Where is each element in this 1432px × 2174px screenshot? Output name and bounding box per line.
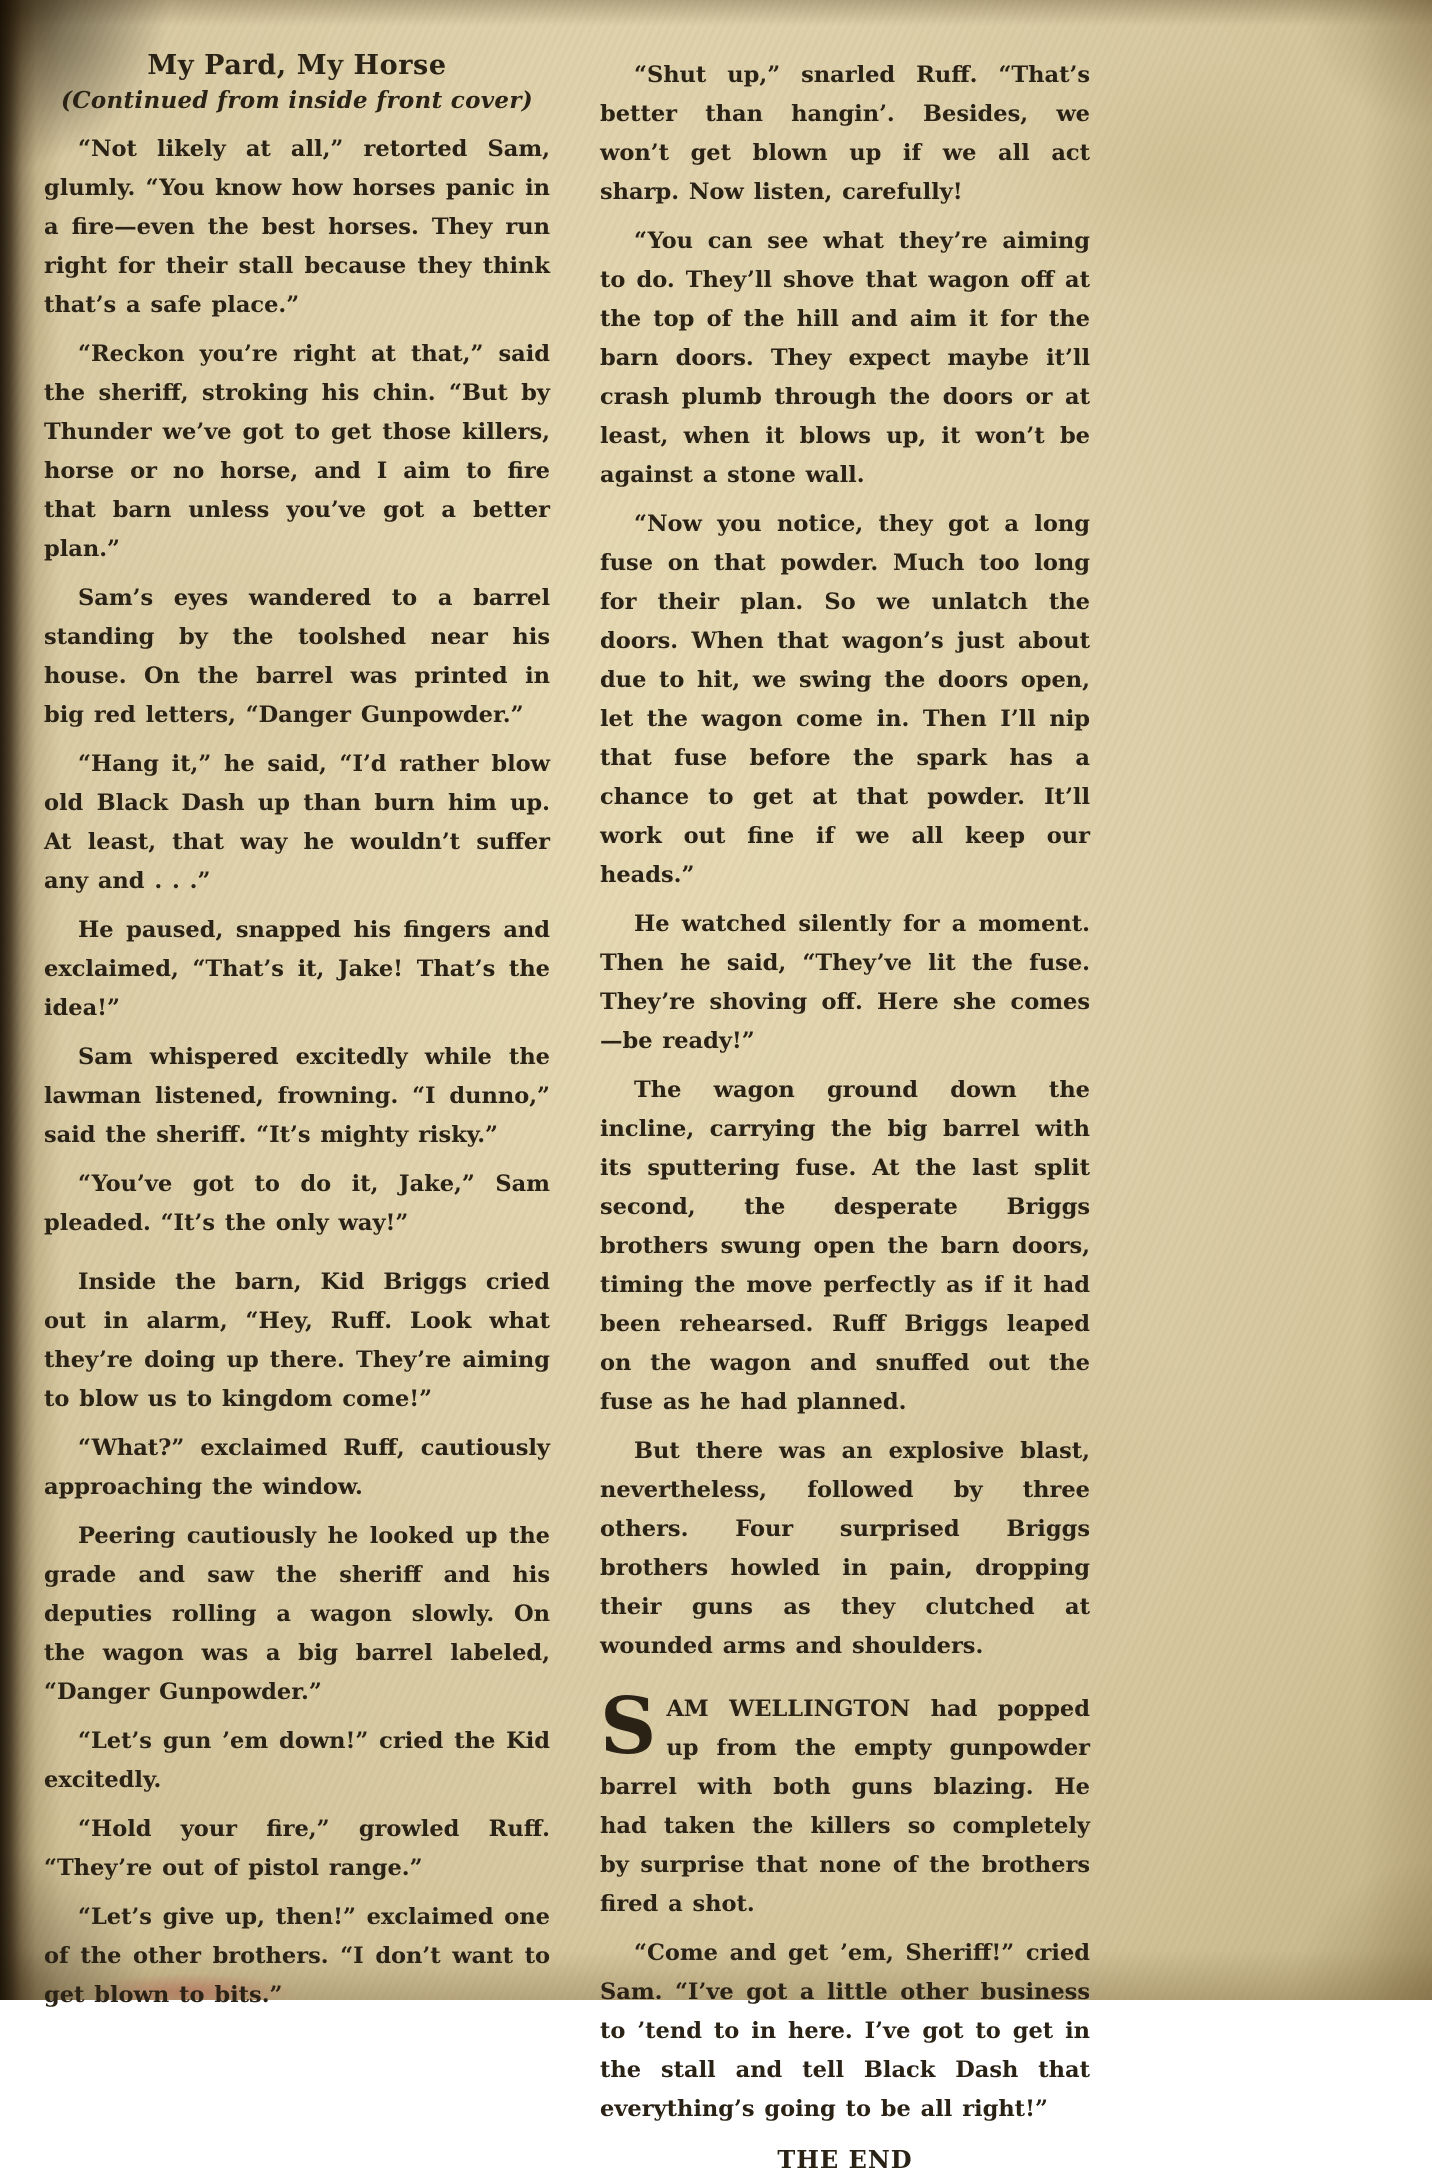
- story-title: My Pard, My Horse: [147, 50, 447, 81]
- paragraph: But there was an explosive blast, nevertheless, followed by three others. Four surprised Briggs brothers howled in pain, dropping their guns as they clutched at wounded arms and shoulders.: [600, 1438, 1090, 1659]
- paragraph: “You’ve got to do it, Jake,” Sam pleaded. “It’s the only way!”: [44, 1171, 550, 1236]
- paragraph: Peering cautiously he looked up the grade and saw the sheriff and his deputies rolling a wagon slowly. On the wagon was a big barrel labeled, “Danger Gunpowder.”: [44, 1523, 550, 1705]
- left-column: [44, 50, 550, 2174]
- paragraph: “Let’s give up, then!” exclaimed one of the other brothers. “I don’t want to get blown to bits.”: [44, 1904, 550, 2008]
- paragraph: Inside the barn, Kid Briggs cried out in alarm, “Hey, Ruff. Look what they’re doing up there. They’re aiming to blow us to kingdom come!”: [44, 1269, 550, 1412]
- two-column-layout: [42, 50, 1432, 2174]
- paragraph: “Hang it,” he said, “I’d rather blow old Black Dash up than burn him up. At least, that way he wouldn’t suffer any and . . .”: [44, 751, 550, 894]
- paragraph: “Now you notice, they got a long fuse on that powder. Much too long for their plan. So we unlatch the doors. When that wagon’s just about due to hit, we swing the doors open, let the wagon come in. Then I’ll nip that fuse before the spark has a chance to get at that powder. It’ll work out fine if we all keep our heads.”: [600, 511, 1090, 888]
- paragraph: “Not likely at all,” retorted Sam, glumly. “You know how horses panic in a fire—even the best horses. They run right for their stall because they think that’s a safe place.”: [44, 136, 550, 318]
- paragraph: “Let’s gun ’em down!” cried the Kid excitedly.: [44, 1728, 550, 1793]
- the-end-label: THE END: [777, 2145, 913, 2174]
- paragraph: “Reckon you’re right at that,” said the sheriff, stroking his chin. “But by Thunder we’ve got to get those killers, horse or no horse, and I aim to fire that barn unless you’ve got a better plan.”: [44, 341, 550, 562]
- paragraph: Sam whispered excitedly while the lawman listened, frowning. “I dunno,” said the sheriff. “It’s mighty risky.”: [44, 1044, 550, 1148]
- paragraph: “You can see what they’re aiming to do. They’ll shove that wagon off at the top of the hill and aim it for the barn doors. They expect maybe it’ll crash plumb through the doors or at least, when it blows up, it won’t be against a stone wall.: [600, 228, 1090, 488]
- paragraph: “What?” exclaimed Ruff, cautiously approaching the window.: [44, 1435, 550, 1500]
- paragraph-with-dropcap: [600, 1681, 1090, 1924]
- lead-in-caps: AM WELLINGTON: [666, 1696, 911, 1722]
- continued-from-note: (Continued from inside front cover): [61, 87, 533, 114]
- paragraph: “Hold your fire,” growled Ruff. “They’re out of pistol range.”: [44, 1816, 550, 1881]
- paragraph: He paused, snapped his fingers and exclaimed, “That’s it, Jake! That’s the idea!”: [44, 917, 550, 1021]
- paragraph-text: had popped up from the empty gunpowder barrel with both guns blazing. He had taken the killers so completely by surprise that none of the brothers fired a shot.: [600, 1696, 1090, 1917]
- paragraph: He watched silently for a moment. Then he said, “They’ve lit the fuse. They’re shoving off. Here she comes—be ready!”: [600, 911, 1090, 1054]
- drop-cap-letter: S: [600, 1681, 657, 1772]
- paragraph: “Come and get ’em, Sheriff!” cried Sam. “I’ve got a little other business to ’tend to in here. I’ve got to get in the stall and tell Black Dash that everything’s going to be all right!”: [600, 1940, 1090, 2122]
- paragraph: “Shut up,” snarled Ruff. “That’s better than hangin’. Besides, we won’t get blown up if we all act sharp. Now listen, carefully!: [600, 62, 1090, 205]
- right-column: [600, 50, 1090, 2174]
- paragraph: Sam’s eyes wandered to a barrel standing by the toolshed near his house. On the barrel was printed in big red letters, “Danger Gunpowder.”: [44, 585, 550, 728]
- paragraph: The wagon ground down the incline, carrying the big barrel with its sputtering fuse. At the last split second, the desperate Briggs brothers swung open the barn doors, timing the move perfectly as if it had been rehearsed. Ruff Briggs leaped on the wagon and snuffed out the fuse as he had planned.: [600, 1077, 1090, 1415]
